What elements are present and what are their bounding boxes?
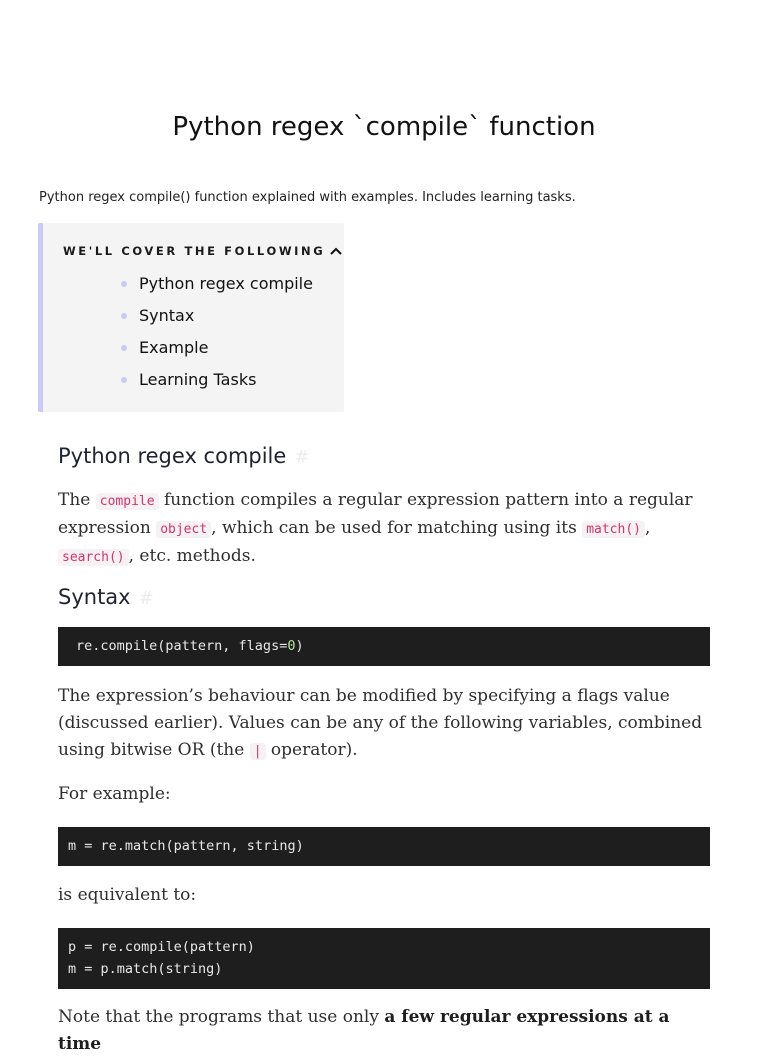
toc-item[interactable]: Syntax (121, 303, 313, 335)
compile-description: The compile function compiles a regular expression pattern into a regular expression object , which can be used for matching using its match() , search() , etc. methods. (58, 490, 693, 566)
syntax-code-block: re.compile(pattern, flags=0) (58, 627, 710, 666)
heading-python-regex-compile: Python regex compile # (58, 444, 310, 468)
toc-item[interactable]: Python regex compile (121, 271, 313, 303)
inline-code: | (250, 743, 266, 760)
flags-description: The expression’s behaviour can be modified by specifying a flags value (discussed earlier). Values can be any of the following variables, combined using bitwise OR (the | operator). (58, 686, 703, 760)
toc-item[interactable]: Learning Tasks (121, 367, 313, 399)
heading-anchor-link[interactable]: # (294, 447, 310, 468)
inline-code: match() (582, 521, 645, 538)
inline-code: search() (58, 549, 129, 566)
equivalent-text: is equivalent to: (58, 885, 197, 905)
chevron-up-icon (329, 246, 343, 256)
inline-code: object (156, 521, 211, 538)
inline-code: compile (96, 493, 159, 510)
toc-heading: WE'LL COVER THE FOLLOWING (63, 244, 326, 258)
bullet-icon (121, 345, 127, 351)
note-paragraph: Note that the programs that use only a few regular expressions at a time (58, 1007, 670, 1054)
toc-list (121, 271, 313, 399)
toc-toggle[interactable] (63, 244, 343, 258)
bullet-icon (121, 281, 127, 287)
toc-item[interactable]: Example (121, 335, 313, 367)
for-example-text: For example: (58, 784, 171, 804)
table-of-contents (38, 223, 344, 412)
page-title: Python regex `compile` function (172, 112, 596, 142)
bullet-icon (121, 313, 127, 319)
page-summary: Python regex compile() function explained with examples. Includes learning tasks. (39, 190, 576, 205)
example-code-block: m = re.match(pattern, string) (58, 827, 710, 866)
heading-syntax: Syntax # (58, 585, 154, 609)
equivalent-code-block: p = re.compile(pattern) m = p.match(string) (58, 928, 710, 989)
heading-anchor-link[interactable]: # (138, 588, 154, 609)
bullet-icon (121, 377, 127, 383)
